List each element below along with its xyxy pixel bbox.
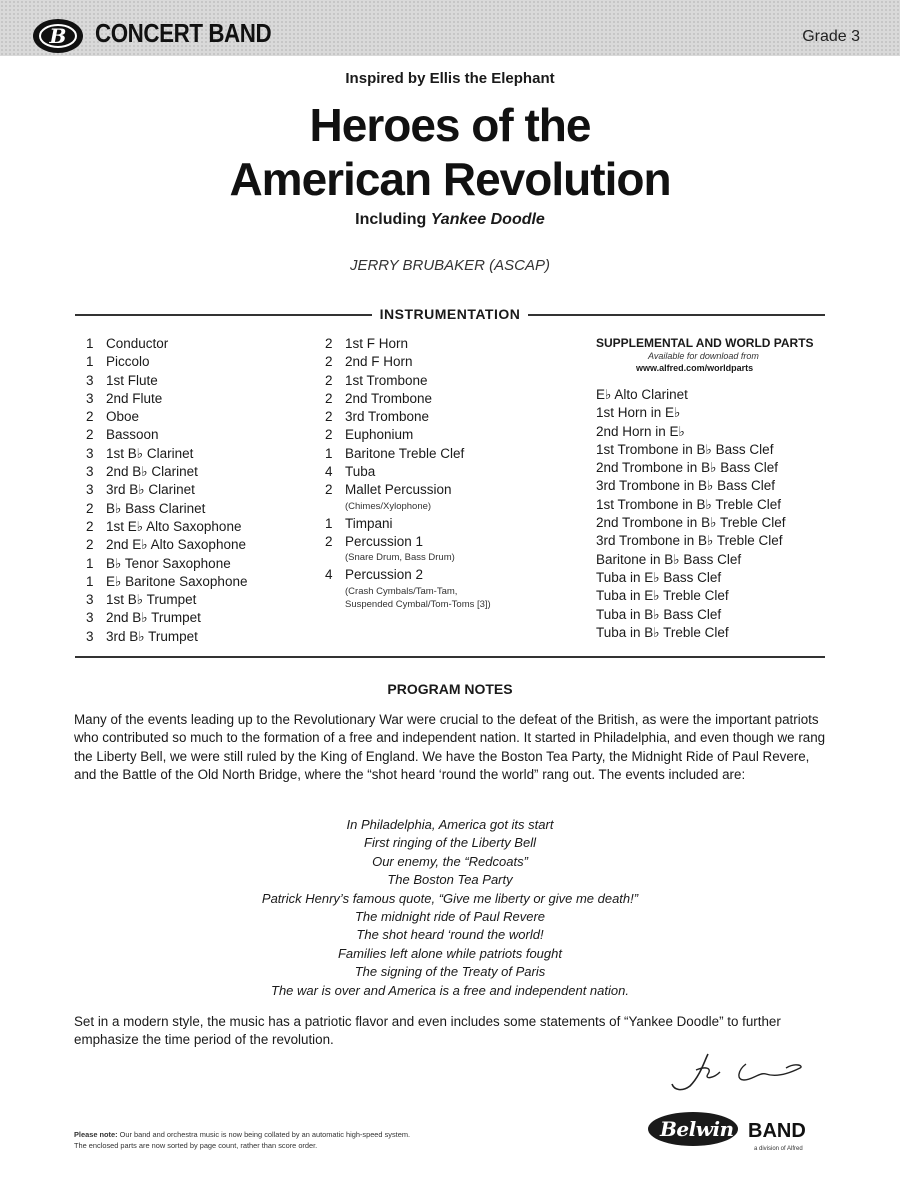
supplemental-url: www.alfred.com/worldparts — [636, 363, 754, 373]
instrument-qty: 3 — [86, 628, 94, 644]
instrument-row — [86, 555, 316, 573]
supplemental-part: Baritone in B♭ Bass Clef — [596, 551, 742, 567]
event-line: Our enemy, the “Redcoats” — [372, 853, 528, 869]
supplemental-part: E♭ Alto Clarinet — [596, 387, 688, 402]
instrument-qty: 3 — [86, 445, 94, 461]
instrumentation-heading-text: INSTRUMENTATION — [372, 306, 529, 322]
instrument-qty: 4 — [325, 567, 333, 583]
subtitle-prefix: Including — [355, 211, 431, 228]
svg-text:B: B — [49, 24, 67, 48]
event-line: The war is over and America is a free and independent nation. — [271, 982, 629, 998]
supplemental-list — [596, 386, 836, 642]
instrument-qty: 2 — [325, 482, 333, 498]
supplemental-part: 2nd Trombone in B♭ Bass Clef — [596, 460, 778, 476]
instrument-qty: 3 — [86, 464, 94, 480]
instrument-qty: 2 — [325, 354, 333, 370]
series-name: CONCERT BAND — [95, 18, 272, 48]
instrument-row — [325, 445, 565, 463]
instrument-row — [325, 372, 565, 390]
supplemental-part: 1st Trombone in B♭ Treble Clef — [596, 496, 781, 512]
subtitle-song: Yankee Doodle — [430, 211, 545, 228]
instrument-name: Percussion 2 — [345, 567, 424, 583]
supplemental-part: 3rd Trombone in B♭ Treble Clef — [596, 533, 783, 549]
instrument-name: Piccolo — [106, 354, 150, 370]
collation-note-text: Our band and orchestra music is now being collated by an automatic high-speed system. — [117, 1130, 411, 1139]
concert-band-logo-icon — [32, 14, 88, 56]
instrument-row — [86, 628, 316, 646]
publisher-script: Belwin — [660, 1117, 734, 1141]
instrument-name: 1st Flute — [106, 372, 158, 388]
instrument-name: 1st E♭ Alto Saxophone — [106, 518, 242, 534]
supplemental-available: Available for download from — [648, 351, 759, 361]
instrument-row — [86, 408, 316, 426]
instrument-row — [86, 426, 316, 444]
supplemental-title: SUPPLEMENTAL AND WORLD PARTS — [596, 336, 814, 350]
instrument-name: 2nd Flute — [106, 390, 163, 406]
instrument-row — [86, 372, 316, 390]
instrument-row — [86, 500, 316, 518]
supplemental-part: 2nd Trombone in B♭ Treble Clef — [596, 515, 786, 531]
event-line: In Philadelphia, America got its start — [346, 817, 554, 832]
event-line: The shot heard ‘round the world! — [356, 927, 544, 943]
instrument-row — [86, 335, 316, 353]
supplemental-part: Tuba in E♭ Treble Clef — [596, 588, 729, 604]
instrument-qty: 1 — [86, 336, 94, 351]
instrument-qty: 2 — [86, 427, 94, 443]
instrument-name: 1st B♭ Trumpet — [106, 592, 197, 608]
collation-note — [74, 1129, 544, 1151]
composer-signature-icon — [668, 1050, 808, 1096]
instrument-name: Tuba — [345, 464, 376, 480]
instrument-qty: 2 — [325, 336, 333, 351]
instrument-name: Oboe — [106, 409, 140, 425]
instrument-qty: 3 — [86, 482, 94, 498]
instrument-row — [86, 353, 316, 371]
instrument-row — [325, 481, 565, 499]
collation-note-text-2: The enclosed parts are now sorted by page count, rather than score order. — [74, 1141, 318, 1150]
instrument-qty: 1 — [86, 573, 94, 589]
title-line-2: American Revolution — [229, 153, 671, 205]
page-title — [0, 98, 900, 206]
instrument-row — [86, 573, 316, 591]
program-notes-heading: PROGRAM NOTES — [387, 681, 513, 697]
instrument-qty: 2 — [86, 500, 94, 516]
grade-level: Grade 3 — [802, 28, 860, 45]
instrument-row — [86, 591, 316, 609]
supplemental-part: 1st Trombone in B♭ Bass Clef — [596, 441, 774, 457]
instrument-name: 3rd B♭ Clarinet — [106, 482, 195, 498]
supplemental-part: 2nd Horn in E♭ — [596, 423, 685, 439]
instrument-qty: 2 — [325, 427, 333, 443]
instrument-name: Timpani — [345, 515, 393, 531]
event-line: First ringing of the Liberty Bell — [364, 835, 536, 851]
instrument-name: 1st B♭ Clarinet — [106, 445, 194, 461]
inspired-by: Inspired by Ellis the Elephant — [345, 70, 555, 87]
instrument-row — [325, 463, 565, 481]
instrument-qty: 3 — [86, 372, 94, 388]
instrument-name: Bassoon — [106, 427, 159, 443]
instrument-name: B♭ Bass Clarinet — [106, 500, 206, 516]
instrument-qty: 2 — [325, 533, 333, 549]
instrument-qty: 2 — [325, 409, 333, 425]
collation-note-label: Please note: — [74, 1130, 118, 1139]
event-line: The midnight ride of Paul Revere — [354, 909, 546, 925]
event-line: Families left alone while patriots fought — [337, 945, 562, 961]
program-notes-paragraph-2: Set in a modern style, the music has a patriotic flavor and even includes some statements of “Yankee Doodle” to further emphasize the time period of the revolution. — [74, 1014, 781, 1048]
instrument-qty: 1 — [86, 555, 94, 571]
instrument-name: 2nd E♭ Alto Saxophone — [106, 537, 246, 553]
instrument-row — [86, 518, 316, 536]
instrument-name: B♭ Tenor Saxophone — [106, 555, 231, 571]
instrument-qty: 2 — [325, 390, 333, 406]
instrument-row — [325, 390, 565, 408]
instrument-name: 3rd B♭ Trumpet — [106, 628, 198, 644]
instrument-qty: 2 — [325, 372, 333, 388]
instrument-qty: 1 — [325, 445, 333, 461]
program-notes-paragraph-1: Many of the events leading up to the Revolutionary War were crucial to the defeat of the British, as were the important patriots who contributed so much to the formation of a free and independent nation. It started in Philadelphia, and even though we rang the Liberty Bell, we were still ruled by the King of England. We have the Boston Tea Party, the Midnight Ride of Paul Revere, and the Battle of the Old North Bridge, where the “shot heard ‘round the world” rang out. The events included are: — [74, 712, 826, 783]
instrument-name: Baritone Treble Clef — [345, 445, 465, 461]
instrument-name: 1st Trombone — [345, 372, 428, 388]
header-band — [0, 0, 900, 56]
instrumentation-heading — [0, 306, 900, 324]
instrument-name: 3rd Trombone — [345, 409, 430, 425]
event-line: Patrick Henry’s famous quote, “Give me liberty or give me death!” — [261, 890, 639, 906]
instrument-name: 2nd Trombone — [345, 390, 433, 406]
instrument-note: Suspended Cymbal/Tom-Toms [3]) — [345, 598, 491, 610]
instrument-qty: 2 — [86, 518, 94, 534]
instrument-row — [86, 445, 316, 463]
supplemental-parts — [596, 335, 836, 642]
publisher-band: BAND — [748, 1120, 806, 1142]
instrument-row — [325, 515, 565, 533]
instrument-qty: 3 — [86, 390, 94, 406]
instrument-qty: 4 — [325, 464, 333, 480]
instrumentation-column-2 — [325, 335, 565, 611]
event-line: The signing of the Treaty of Paris — [354, 964, 546, 980]
instrument-qty: 2 — [86, 409, 94, 425]
instrument-name: 1st F Horn — [345, 336, 409, 351]
instrument-row — [86, 463, 316, 481]
instrument-name: E♭ Baritone Saxophone — [106, 573, 248, 589]
events-list — [0, 816, 900, 1000]
supplemental-part: 3rd Trombone in B♭ Bass Clef — [596, 478, 775, 494]
supplemental-part: Tuba in B♭ Bass Clef — [596, 606, 722, 622]
instrument-row — [86, 536, 316, 554]
instrument-note: (Snare Drum, Bass Drum) — [345, 552, 455, 564]
supplemental-part: 1st Horn in E♭ — [596, 405, 681, 421]
instrument-row — [86, 481, 316, 499]
instrument-row — [325, 353, 565, 371]
event-line: The Boston Tea Party — [387, 872, 513, 888]
instrument-row — [325, 566, 565, 584]
instrument-row — [325, 426, 565, 444]
supplemental-part: Tuba in B♭ Treble Clef — [596, 624, 729, 640]
instrument-name: Euphonium — [345, 427, 414, 443]
instrument-qty: 1 — [86, 354, 94, 370]
instrument-qty: 3 — [86, 592, 94, 608]
instrument-qty: 2 — [86, 537, 94, 553]
instrument-note: (Crash Cymbals/Tam-Tam, — [345, 585, 458, 597]
instrument-row — [325, 408, 565, 426]
instrument-row — [325, 335, 565, 353]
instrument-name: 2nd F Horn — [345, 354, 413, 370]
instrument-qty: 3 — [86, 610, 94, 626]
publisher-logo — [648, 1110, 838, 1155]
instrumentation-bottom-rule — [75, 656, 825, 658]
instrument-row — [325, 533, 565, 551]
composer: JERRY BRUBAKER (ASCAP) — [349, 257, 551, 274]
instrument-qty: 1 — [325, 515, 333, 531]
title-line-1: Heroes of the — [309, 99, 591, 151]
instrument-note: (Chimes/Xylophone) — [345, 500, 432, 512]
instrument-name: Mallet Percussion — [345, 482, 452, 498]
instrument-row — [86, 609, 316, 627]
instrumentation-column-1 — [86, 335, 316, 646]
supplemental-part: Tuba in E♭ Bass Clef — [596, 569, 722, 585]
instrument-name: Conductor — [106, 336, 169, 351]
subtitle — [0, 211, 900, 229]
publisher-division: a division of Alfred — [754, 1146, 803, 1152]
instrument-name: 2nd B♭ Trumpet — [106, 610, 201, 626]
instrument-name: 2nd B♭ Clarinet — [106, 464, 198, 480]
instrument-name: Percussion 1 — [345, 533, 424, 549]
instrument-row — [86, 390, 316, 408]
